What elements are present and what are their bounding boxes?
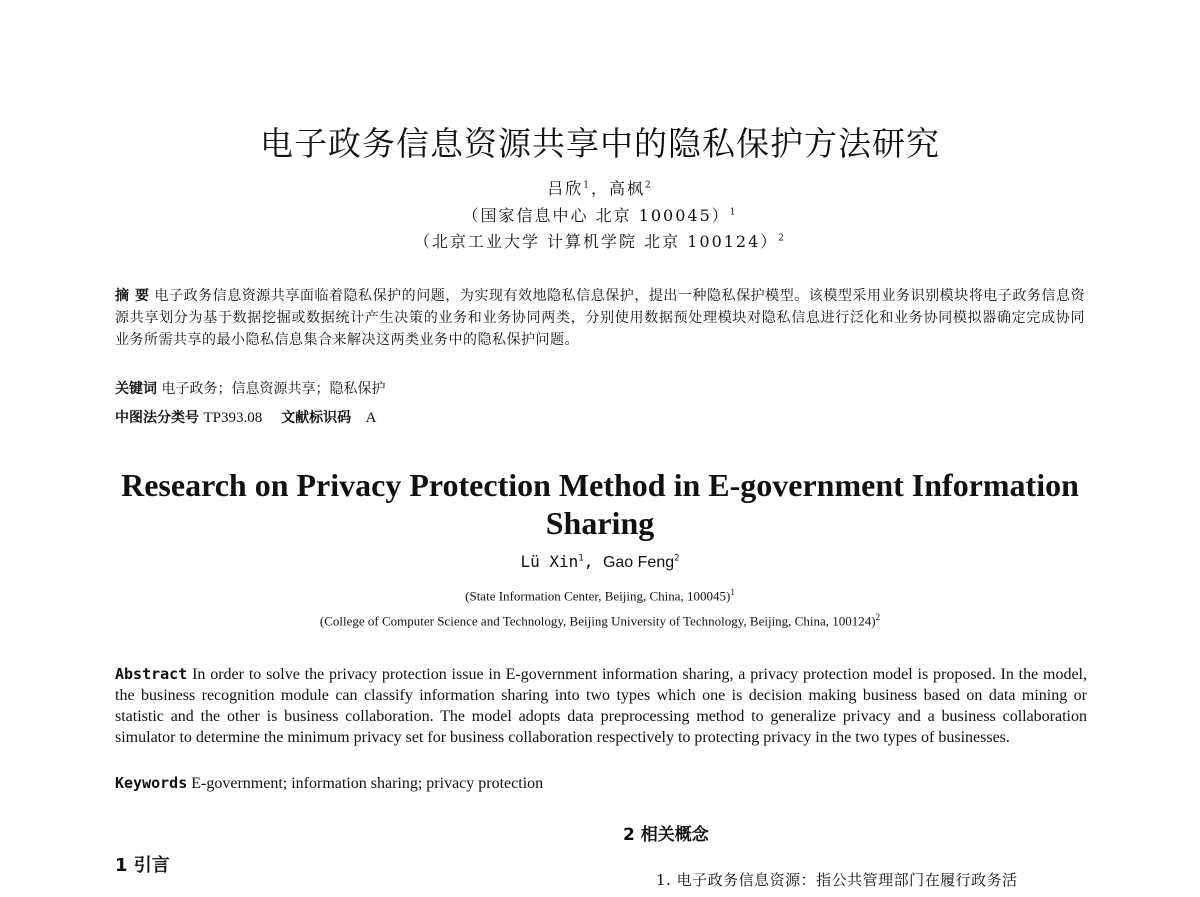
chinese-affiliation-1 bbox=[0, 203, 1200, 226]
list-item: 1. 电子政务信息资源：指公共管理部门在履行政务活 bbox=[656, 871, 1018, 889]
english-author-1-superscript: 1 bbox=[578, 553, 584, 564]
chinese-keywords-label: 关键词 bbox=[115, 381, 157, 397]
chinese-abstract bbox=[115, 285, 1085, 351]
section-2-heading: 2 相关概念 bbox=[623, 825, 709, 845]
chinese-affiliation-2-text: （北京工业大学 计算机学院 北京 100124） bbox=[413, 232, 779, 251]
classification-label: 中图法分类号 bbox=[115, 410, 199, 426]
english-affiliation-2-superscript: 2 bbox=[875, 612, 881, 622]
chinese-keywords-text: 电子政务；信息资源共享；隐私保护 bbox=[161, 381, 386, 397]
affiliation-2-superscript: 2 bbox=[778, 233, 787, 244]
chinese-affiliation-1-text: （国家信息中心 北京 100045） bbox=[462, 206, 730, 225]
document-code-value: A bbox=[365, 410, 377, 426]
english-author-2: Gao Feng bbox=[602, 554, 675, 571]
english-author-2-superscript: 2 bbox=[674, 553, 680, 564]
classification-value: TP393.08 bbox=[203, 410, 263, 426]
english-affiliation-2-text: (College of Computer Science and Technology, Beijing University of Technology, Beijing, China, 100124) bbox=[319, 613, 876, 629]
chinese-abstract-label: 摘 要 bbox=[115, 288, 150, 304]
english-title: Research on Privacy Protection Method in E-government Information Sharing bbox=[121, 467, 1079, 541]
english-keywords bbox=[115, 773, 1087, 794]
affiliation-1-superscript: 1 bbox=[729, 207, 738, 218]
chinese-abstract-text: 电子政务信息资源共享面临着隐私保护的问题，为实现有效地隐私信息保护，提出一种隐私保护模型。该模型采用业务识别模块将电子政务信息资源共享划分为基于数据挖掘或数据统计产生决策的业务和业务协同两类，分别使用数据预处理模块对隐私信息进行泛化和业务协同模拟器确定完成协同业务所需共享的最小隐私信息集合来解决这两类业务中的隐私保护问题。 bbox=[115, 288, 1086, 348]
chinese-affiliation-2 bbox=[0, 229, 1200, 252]
english-author-1: Lü Xin bbox=[520, 552, 579, 571]
author-separator: ， bbox=[590, 179, 609, 198]
section-1-heading: 1 引言 bbox=[115, 855, 170, 876]
english-abstract-label: Abstract bbox=[115, 665, 188, 683]
english-keywords-label: Keywords bbox=[115, 774, 188, 792]
english-authors bbox=[0, 552, 1200, 572]
english-affiliation-2 bbox=[0, 612, 1200, 629]
author-2-superscript: 2 bbox=[645, 180, 653, 191]
english-abstract bbox=[115, 664, 1087, 748]
chinese-authors bbox=[0, 176, 1200, 199]
english-affiliation-1 bbox=[0, 587, 1200, 604]
author-1-superscript: 1 bbox=[583, 180, 591, 191]
english-keywords-text: E-government; information sharing; privacy protection bbox=[191, 775, 544, 792]
document-code-label: 文献标识码 bbox=[281, 410, 352, 426]
chinese-title: 电子政务信息资源共享中的隐私保护方法研究 bbox=[260, 124, 940, 163]
english-abstract-text: In order to solve the privacy protection issue in E-government information sharing, a privacy protection model is proposed. In the model, the business recognition module can classify information sharing into two types which one is decision making business based on data mining or statistic and the other is business collaboration. The model adopts data preprocessing method to generalize privacy and a business collaboration simulator to determine the minimum privacy set for business collaboration respectively to protecting privacy in the two types of businesses. bbox=[115, 666, 1088, 746]
english-author-separator: , bbox=[583, 552, 603, 571]
chinese-author-2: 高枫 bbox=[609, 179, 646, 198]
english-affiliation-1-text: (State Information Center, Beijing, China, 100045) bbox=[465, 588, 731, 604]
classification-line bbox=[115, 407, 1085, 429]
chinese-author-1: 吕欣 bbox=[547, 179, 584, 198]
english-affiliation-1-superscript: 1 bbox=[730, 587, 735, 597]
chinese-keywords bbox=[115, 378, 1085, 400]
